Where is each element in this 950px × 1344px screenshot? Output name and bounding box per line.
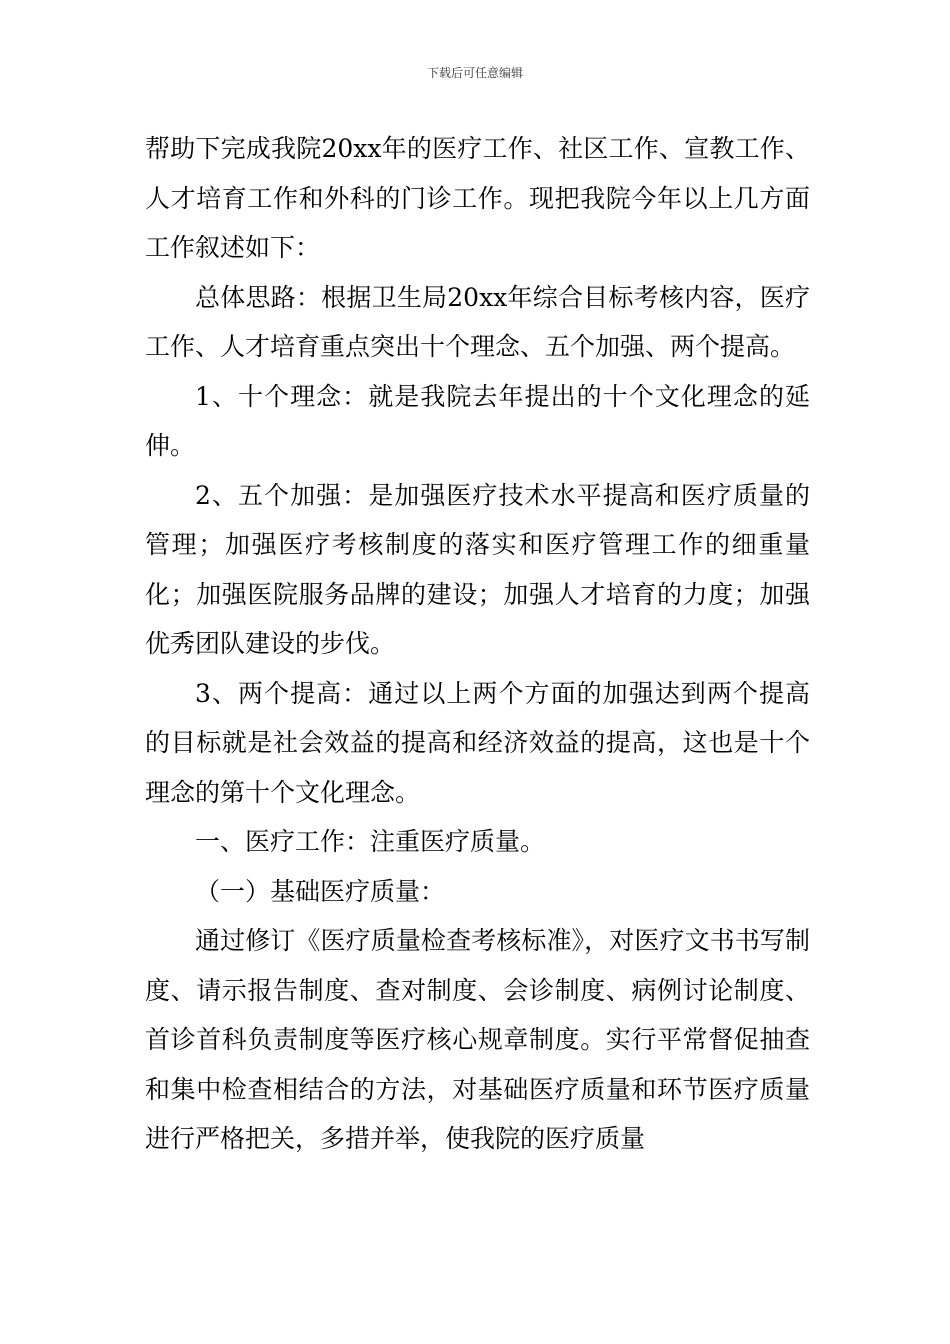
paragraph-ten-concepts: 1、十个理念：就是我院去年提出的十个文化理念的延伸。 — [145, 381, 810, 460]
page-header: 下载后可任意编辑 — [426, 66, 523, 80]
subsection-heading-basic-quality: （一）基础医疗质量： — [195, 876, 446, 906]
paragraph-two-improvements: 3、两个提高：通过以上两个方面的加强达到两个提高的目标就是社会效益的提高和经济效益的提高，这也是十个理念的第十个文化理念。 — [145, 678, 810, 807]
document-body — [145, 124, 810, 1164]
paragraph-intro: 帮助下完成我院20xx年的医疗工作、社区工作、宣教工作、人才培育工作和外科的门诊工作。现把我院今年以上几方面工作叙述如下： — [145, 134, 810, 262]
paragraph-five-strengthenings: 2、五个加强：是加强医疗技术水平提高和医疗质量的管理；加强医疗考核制度的落实和医疗管理工作的细重量化；加强医院服务品牌的建设；加强人才培育的力度；加强优秀团队建设的步伐。 — [145, 480, 810, 658]
section-heading-medical-work: 一、医疗工作：注重医疗质量。 — [195, 827, 546, 856]
paragraph-overall-approach: 总体思路：根据卫生局20xx年综合目标考核内容，医疗工作、人才培育重点突出十个理念、五个加强、两个提高。 — [145, 282, 810, 361]
paragraph-quality-standards: 通过修订《医疗质量检查考核标准》，对医疗文书书写制度、请示报告制度、查对制度、会诊制度、病例讨论制度、首诊首科负责制度等医疗核心规章制度。实行平常督促抽查和集中检查相结合的方法，对基础医疗质量和环节医疗质量进行严格把关，多措并举，使我院的医疗质量 — [145, 926, 810, 1153]
